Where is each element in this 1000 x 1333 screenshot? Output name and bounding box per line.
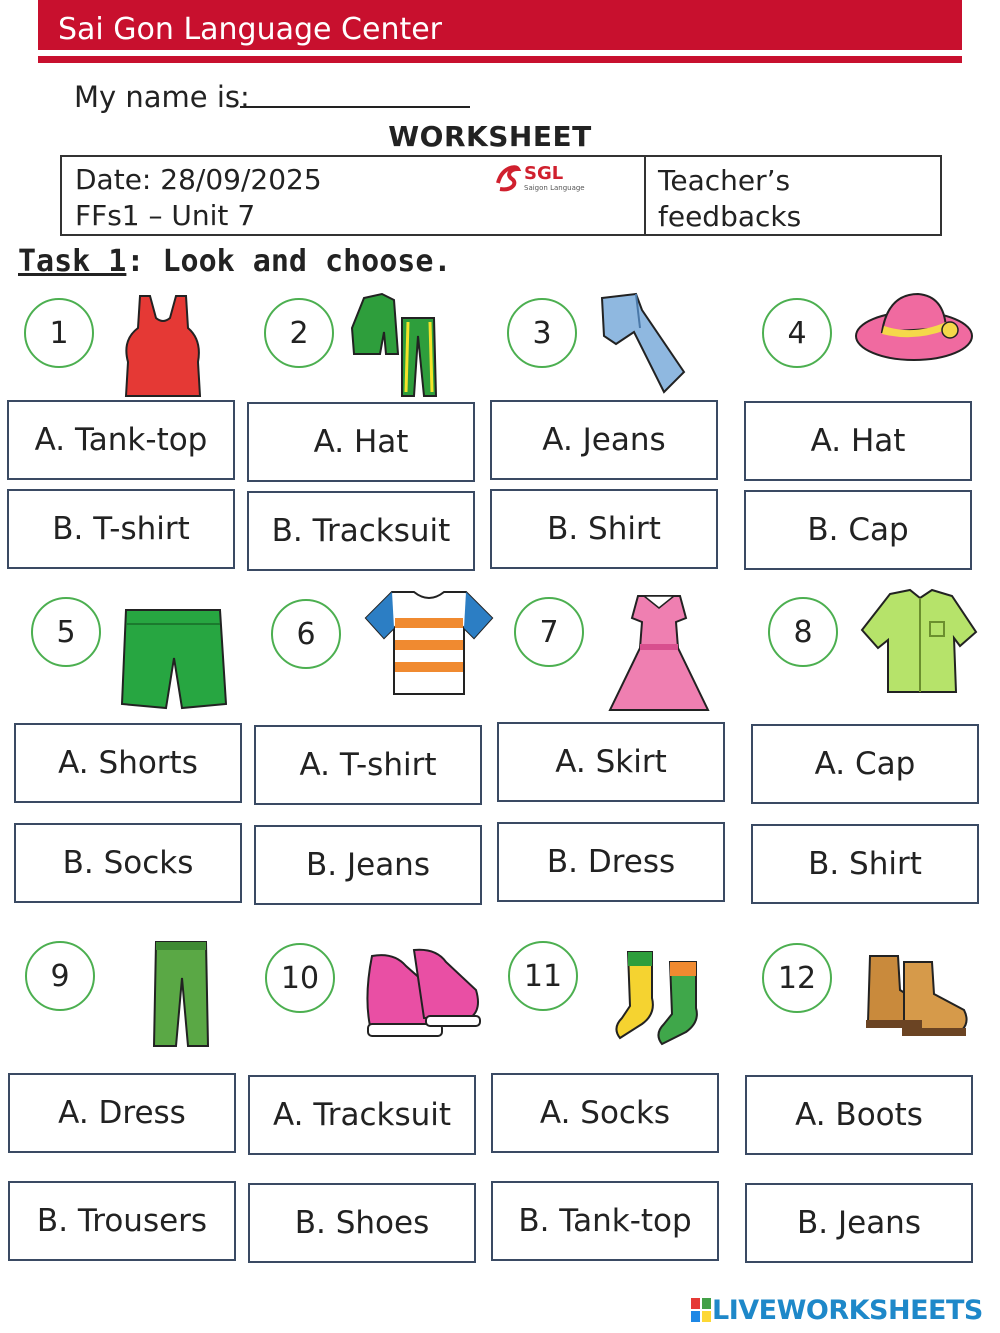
dress-icon	[606, 592, 712, 716]
option-9-b[interactable]: B. Trousers	[8, 1181, 236, 1261]
name-label: My name is:	[74, 80, 250, 114]
logo-subtext: Saigon Language	[524, 184, 585, 192]
jeans-icon	[596, 292, 692, 396]
item-number-7: 7	[514, 597, 584, 667]
trousers-icon	[150, 938, 212, 1050]
item-number-3: 3	[507, 298, 577, 368]
option-6-a[interactable]: A. T-shirt	[254, 725, 482, 805]
logo-text: SGL	[524, 163, 564, 184]
option-12-a[interactable]: A. Boots	[745, 1075, 973, 1155]
liveworksheets-logo	[690, 1293, 983, 1327]
option-4-b[interactable]: B. Cap	[744, 490, 972, 570]
item-number-6: 6	[271, 599, 341, 669]
tank-top-icon	[118, 292, 208, 398]
unit-text: FFs1 – Unit 7	[75, 199, 256, 232]
item-number-8: 8	[768, 597, 838, 667]
sgl-logo	[494, 159, 594, 195]
liveworksheets-icon	[690, 1297, 712, 1323]
option-11-a[interactable]: A. Socks	[491, 1073, 719, 1153]
worksheet-title: WORKSHEET	[388, 120, 592, 153]
option-8-b[interactable]: B. Shirt	[751, 824, 979, 904]
option-10-a[interactable]: A. Tracksuit	[248, 1075, 476, 1155]
name-input-line[interactable]	[240, 106, 470, 108]
item-number-11: 11	[508, 941, 578, 1011]
shoes-icon	[364, 946, 484, 1042]
info-divider	[644, 157, 646, 234]
option-12-b[interactable]: B. Jeans	[745, 1183, 973, 1263]
item-number-5: 5	[31, 597, 101, 667]
info-box	[60, 155, 942, 236]
item-number-2: 2	[264, 298, 334, 368]
shorts-icon	[118, 604, 228, 710]
task-instruction: : Look and choose.	[126, 244, 452, 279]
shirt-icon	[860, 588, 978, 698]
option-4-a[interactable]: A. Hat	[744, 401, 972, 481]
option-7-a[interactable]: A. Skirt	[497, 722, 725, 802]
tracksuit-icon	[350, 292, 440, 398]
option-2-b[interactable]: B. Tracksuit	[247, 491, 475, 571]
option-6-b[interactable]: B. Jeans	[254, 825, 482, 905]
option-7-b[interactable]: B. Dress	[497, 822, 725, 902]
item-number-1: 1	[24, 298, 94, 368]
option-5-a[interactable]: A. Shorts	[14, 723, 242, 803]
option-8-a[interactable]: A. Cap	[751, 724, 979, 804]
option-1-b[interactable]: B. T-shirt	[7, 489, 235, 569]
item-number-9: 9	[25, 941, 95, 1011]
date-text: Date: 28/09/2025	[75, 163, 322, 196]
boots-icon	[864, 950, 972, 1036]
liveworksheets-text: LIVEWORKSHEETS	[712, 1294, 983, 1326]
option-9-a[interactable]: A. Dress	[8, 1073, 236, 1153]
task-label: Task 1	[18, 244, 127, 279]
option-5-b[interactable]: B. Socks	[14, 823, 242, 903]
t-shirt-icon	[364, 588, 494, 698]
option-10-b[interactable]: B. Shoes	[248, 1183, 476, 1263]
teacher-feedback-label: Teacher’s feedbacks	[658, 164, 802, 233]
option-2-a[interactable]: A. Hat	[247, 402, 475, 482]
option-3-b[interactable]: B. Shirt	[490, 489, 718, 569]
task-heading	[18, 244, 451, 279]
option-11-b[interactable]: B. Tank-top	[491, 1181, 719, 1261]
option-1-a[interactable]: A. Tank-top	[7, 400, 235, 480]
item-number-10: 10	[265, 943, 335, 1013]
option-3-a[interactable]: A. Jeans	[490, 400, 718, 480]
header-divider	[38, 56, 962, 63]
hat-icon	[852, 288, 976, 368]
socks-icon	[612, 948, 712, 1046]
item-number-12: 12	[762, 943, 832, 1013]
item-number-4: 4	[762, 298, 832, 368]
header-title: Sai Gon Language Center	[58, 12, 443, 47]
